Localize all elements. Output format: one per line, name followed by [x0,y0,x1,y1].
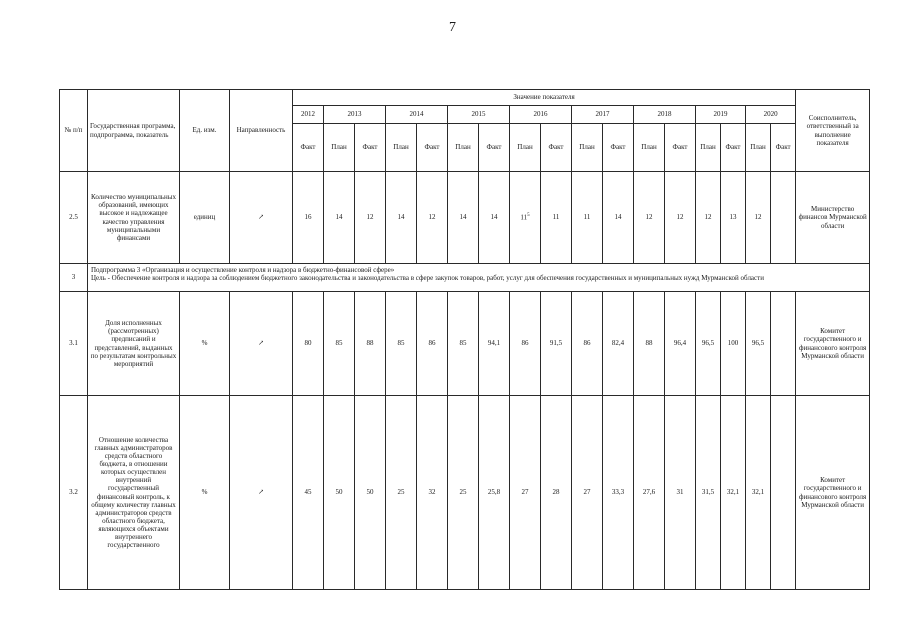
subprogram-goal: Цель - Обеспечение контроля и надзора за соблюдением бюджетного законодательства и законодательства в сфере закупок товаров, работ, услуг для обеспечения государственных и муниципальных нужд Мурманской области [91,274,764,283]
value-cell [510,172,541,264]
value-cell: 91,5 [541,292,572,396]
direction-arrow-icon: ↗ [230,172,293,264]
coexecutor-cell: Комитет государственного и финансового контроля Мурманской области [796,396,870,590]
value-cell: 50 [324,396,355,590]
value-cell: 14 [324,172,355,264]
value-cell: 11 [572,172,603,264]
value-cell: 12 [696,172,721,264]
sub-header: Факт [665,124,696,172]
value-cell: 88 [355,292,386,396]
value-cell: 32 [417,396,448,590]
value-cell [771,172,796,264]
year-2020: 2020 [746,106,796,124]
sub-header: Факт [603,124,634,172]
page-number: 7 [449,20,456,35]
header-unit: Ед. изм. [180,90,230,172]
value-cell [771,292,796,396]
value-cell: 14 [479,172,510,264]
value-cell: 85 [324,292,355,396]
value-text: 11 [520,213,528,222]
header-values: Значение показателя [293,90,796,106]
table-row [60,396,870,590]
table-row [60,292,870,396]
year-2018: 2018 [634,106,696,124]
sub-header: План [448,124,479,172]
header-name: Государственная программа, подпрограмма, показатель [88,90,180,172]
value-cell: 25 [448,396,479,590]
value-cell: 96,4 [665,292,696,396]
unit-cell: % [180,396,230,590]
table-row [60,172,870,264]
value-cell: 12 [746,172,771,264]
sub-header: Факт [541,124,572,172]
value-cell: 86 [572,292,603,396]
value-cell: 82,4 [603,292,634,396]
value-cell: 28 [541,396,572,590]
value-cell: 94,1 [479,292,510,396]
value-cell: 96,5 [696,292,721,396]
value-cell: 14 [603,172,634,264]
sub-header: План [324,124,355,172]
footnote-mark: 5 [527,213,530,219]
sub-header: Факт [479,124,510,172]
header-direction: Направленность [230,90,293,172]
value-cell: 27 [510,396,541,590]
row-number: 3 [60,264,88,292]
value-cell: 12 [355,172,386,264]
direction-arrow-icon: ↗ [230,292,293,396]
value-cell: 12 [634,172,665,264]
value-cell: 85 [386,292,417,396]
indicator-name: Количество муниципальных образований, имеющих высокое и надлежащее качество управления муниципальными финансами [88,172,180,264]
value-cell: 50 [355,396,386,590]
year-2014: 2014 [386,106,448,124]
year-2019: 2019 [696,106,746,124]
sub-header: План [386,124,417,172]
value-cell: 32,1 [721,396,746,590]
row-number: 2.5 [60,172,88,264]
year-2015: 2015 [448,106,510,124]
sub-header: Факт [355,124,386,172]
value-cell: 31 [665,396,696,590]
value-cell: 86 [417,292,448,396]
sub-header: Факт [721,124,746,172]
value-cell: 25,8 [479,396,510,590]
sub-header: Факт [417,124,448,172]
value-cell: 96,5 [746,292,771,396]
value-cell: 14 [448,172,479,264]
indicator-name: Отношение количества главных администраторов средств областного бюджета, в отношении которых осуществлен внутренний государственный финансовый контроль, к общему количеству главных администраторов средств областного бюджета, являющихся объектами внутреннего государственного [88,396,180,590]
value-cell: 45 [293,396,324,590]
unit-cell: % [180,292,230,396]
value-cell: 100 [721,292,746,396]
year-2012: 2012 [293,106,324,124]
value-cell: 11 [541,172,572,264]
value-cell: 13 [721,172,746,264]
sub-header: План [572,124,603,172]
coexecutor-cell: Министерство финансов Мурманской области [796,172,870,264]
value-cell: 16 [293,172,324,264]
subprogram-row [60,264,870,292]
value-cell: 12 [665,172,696,264]
value-cell: 85 [448,292,479,396]
year-2013: 2013 [324,106,386,124]
header-coexec: Соисполнитель, ответственный за выполнение показателя [796,90,870,172]
coexecutor-cell: Комитет государственного и финансового контроля Мурманской области [796,292,870,396]
sub-header: План [696,124,721,172]
row-number: 3.1 [60,292,88,396]
value-cell: 88 [634,292,665,396]
header-num: № п/п [60,90,88,172]
value-cell: 31,5 [696,396,721,590]
sub-header: План [510,124,541,172]
sub-header: План [634,124,665,172]
value-cell: 86 [510,292,541,396]
unit-cell: единиц [180,172,230,264]
sub-header: Факт [293,124,324,172]
year-2017: 2017 [572,106,634,124]
value-cell: 80 [293,292,324,396]
value-cell: 27 [572,396,603,590]
value-cell: 25 [386,396,417,590]
direction-arrow-icon: ↗ [230,396,293,590]
sub-header: Факт [771,124,796,172]
value-cell: 32,1 [746,396,771,590]
value-cell: 14 [386,172,417,264]
value-cell: 33,3 [603,396,634,590]
indicators-table [59,89,870,590]
value-cell: 12 [417,172,448,264]
subprogram-title: Подпрограмма 3 «Организация и осуществление контроля и надзора в бюджетно-финансовой сфере» [91,266,395,274]
year-2016: 2016 [510,106,572,124]
subprogram-banner [88,264,870,292]
row-number: 3.2 [60,396,88,590]
value-cell: 27,6 [634,396,665,590]
indicator-name: Доля исполненных (рассмотренных) предписаний и представлений, выданных по результатам контрольных мероприятий [88,292,180,396]
sub-header: План [746,124,771,172]
value-cell [771,396,796,590]
